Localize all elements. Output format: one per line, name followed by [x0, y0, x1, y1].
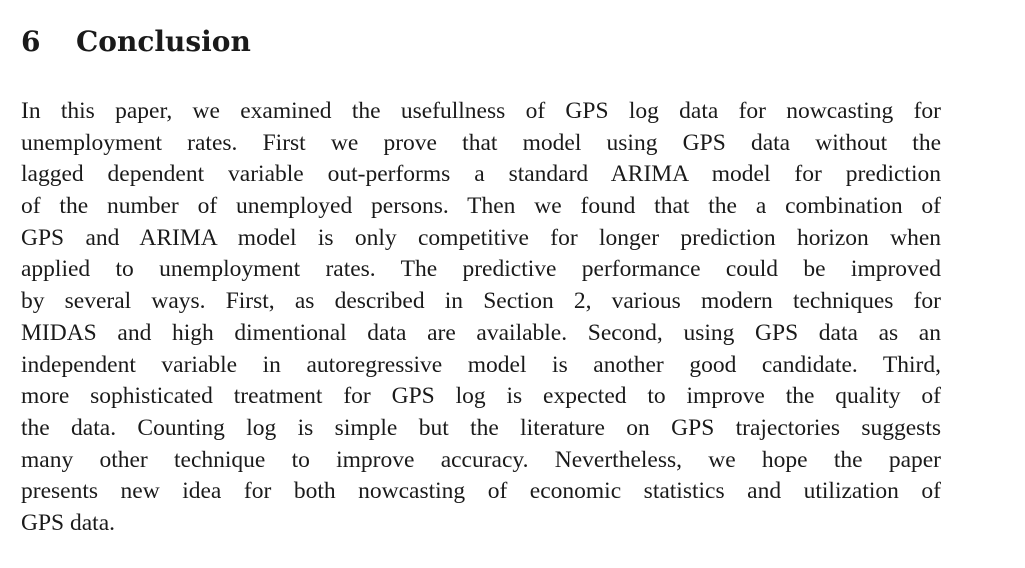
- paragraph-line: applied to unemployment rates. The predictive performance could be improved: [21, 256, 941, 283]
- section-heading: [21, 22, 251, 62]
- paragraph-line: lagged dependent variable out-performs a standard ARIMA model for prediction: [21, 161, 941, 188]
- section-title: Conclusion: [76, 25, 251, 58]
- paragraph-line: the data. Counting log is simple but the literature on GPS trajectories suggests: [21, 414, 941, 441]
- paragraph-line: MIDAS and high dimentional data are available. Second, using GPS data as an: [21, 319, 941, 346]
- paragraph-line: many other technique to improve accuracy. Nevertheless, we hope the paper: [21, 446, 941, 473]
- conclusion-paragraph: [21, 96, 941, 540]
- paragraph-line: In this paper, we examined the usefullness of GPS log data for nowcasting for: [21, 98, 941, 124]
- paragraph-line: GPS and ARIMA model is only competitive for longer prediction horizon when: [21, 224, 941, 251]
- paragraph-line: presents new idea for both nowcasting of economic statistics and utilization of: [21, 478, 941, 505]
- paragraph-line: independent variable in autoregressive model is another good candidate. Third,: [21, 351, 941, 378]
- paragraph-line: GPS data.: [21, 509, 115, 536]
- paragraph-line: more sophisticated treatment for GPS log is expected to improve the quality of: [21, 383, 941, 410]
- paragraph-line: unemployment rates. First we prove that model using GPS data without the: [21, 129, 941, 156]
- paragraph-line: of the number of unemployed persons. Then we found that the a combination of: [21, 193, 941, 220]
- paragraph-line: by several ways. First, as described in Section 2, various modern techniques for: [21, 288, 941, 315]
- section-number: 6: [21, 25, 41, 58]
